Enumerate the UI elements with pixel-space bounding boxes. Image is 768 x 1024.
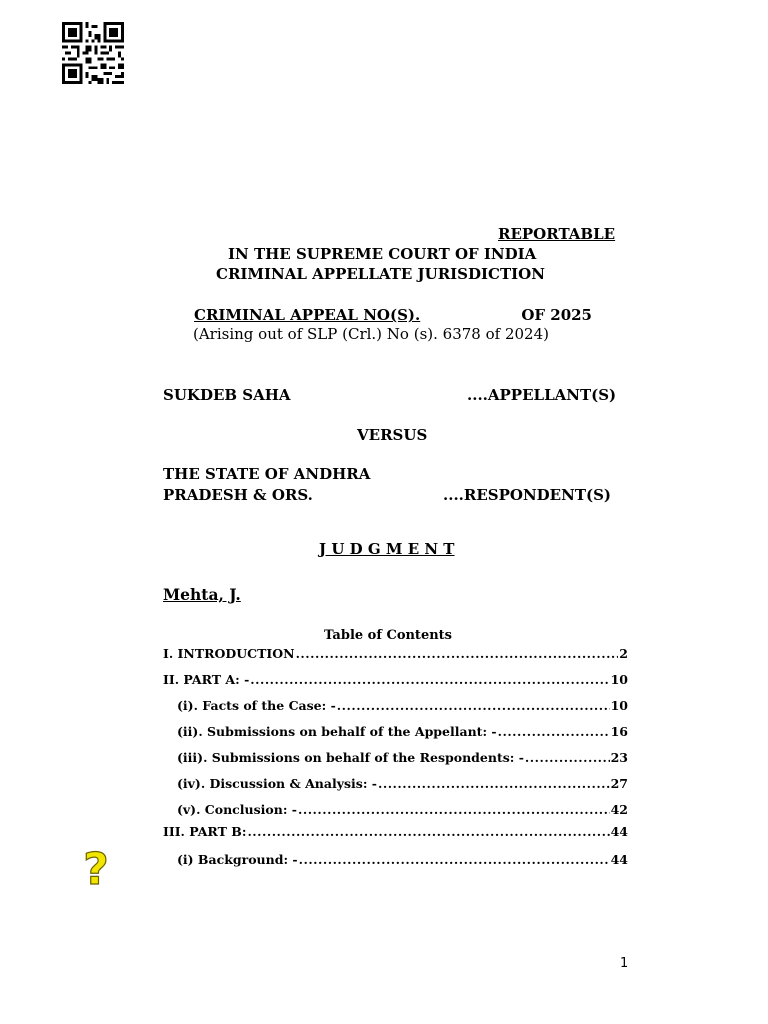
toc-entry-part-b[interactable]: [163, 824, 628, 844]
toc-entry-introduction[interactable]: [163, 646, 628, 666]
toc-entry-page: 10: [610, 672, 628, 687]
toc-entry-background[interactable]: [177, 852, 628, 872]
svg-text:?: ?: [83, 846, 109, 890]
toc-entry-label: (v). Conclusion: -: [177, 802, 297, 817]
toc-entry-label: I. INTRODUCTION: [163, 646, 295, 661]
toc-entry-label: (i). Facts of the Case: -: [177, 698, 336, 713]
toc-entry-page: 44: [610, 824, 628, 839]
toc-entry-label: II. PART A: -: [163, 672, 250, 687]
appellant-name: SUKDEB SAHA: [163, 386, 291, 404]
toc-entry-respondent-submissions[interactable]: [177, 750, 628, 770]
toc-entry-label: (i) Background: -: [177, 852, 298, 867]
respondent-name-line2: PRADESH & ORS.: [163, 486, 313, 504]
judge-name: Mehta, J.: [163, 585, 241, 604]
toc-entry-page: 42: [610, 802, 628, 817]
toc-entry-label: III. PART B:: [163, 824, 247, 839]
toc-entry-page: 44: [610, 852, 628, 867]
toc-title: Table of Contents: [324, 628, 452, 643]
toc-entry-page: 27: [610, 776, 628, 791]
toc-entry-label: (ii). Submissions on behalf of the Appellant: -: [177, 724, 497, 739]
toc-entry-label: (iv). Discussion & Analysis: -: [177, 776, 377, 791]
jurisdiction: CRIMINAL APPELLATE JURISDICTION: [216, 265, 545, 283]
toc-entry-facts[interactable]: [177, 698, 628, 718]
toc-entry-discussion[interactable]: [177, 776, 628, 796]
arising-out-of: (Arising out of SLP (Crl.) No (s). 6378 of 2024): [193, 325, 549, 343]
toc-entry-page: 16: [610, 724, 628, 739]
appeal-number-line: [194, 306, 592, 324]
respondent-name-line1: THE STATE OF ANDHRA: [163, 465, 371, 483]
court-name: IN THE SUPREME COURT OF INDIA: [228, 245, 537, 263]
qr-code-icon: [62, 22, 124, 84]
appeal-number: CRIMINAL APPEAL NO(S).: [194, 306, 421, 324]
reportable-label: REPORTABLE: [498, 225, 616, 243]
toc-entry-conclusion[interactable]: [177, 802, 628, 822]
toc-entry-label: (iii). Submissions on behalf of the Respondents: -: [177, 750, 524, 765]
appellant-role: ....APPELLANT(S): [467, 386, 617, 404]
appeal-year: OF 2025: [521, 306, 592, 324]
toc-entry-page: 10: [610, 698, 628, 713]
toc-entry-appellant-submissions[interactable]: [177, 724, 628, 744]
toc-entry-page: 23: [610, 750, 628, 765]
toc-entry-page: 2: [619, 646, 628, 661]
toc-entry-part-a[interactable]: [163, 672, 628, 692]
judgment-title: J U D G M E N T: [319, 540, 455, 558]
page-number: 1: [620, 956, 629, 971]
question-mark-icon[interactable]: [80, 846, 112, 890]
respondent-role: ....RESPONDENT(S): [443, 486, 612, 504]
versus: VERSUS: [357, 426, 428, 444]
